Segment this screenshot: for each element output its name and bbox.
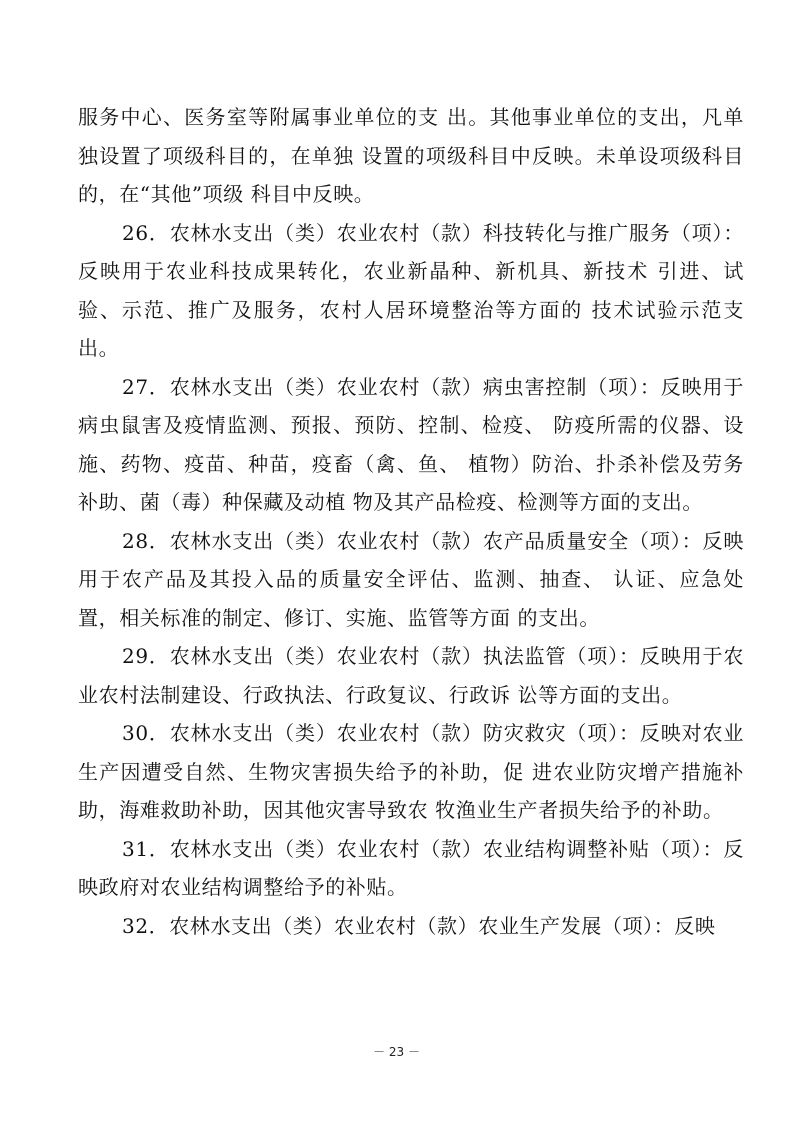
- paragraph-item-27: 27．农林水支出（类）农业农村（款）病虫害控制（项）：反映用于病虫鼠害及疫情监测、预报、预防、控制、检疫、 防疫所需的仪器、设施、药物、疫苗、种苗，疫畜（禽、鱼、 植物）防治、扑杀补偿及劳务补助、菌（毒）种保藏及动植 物及其产品检疫、检测等方面的支出。: [78, 374, 744, 514]
- document-body: [78, 98, 744, 945]
- paragraph-item-30: 30．农林水支出（类）农业农村（款）防灾救灾（项）：反映对农业生产因遭受自然、生物灾害损失给予的补助，促 进农业防灾增产措施补助，海难救助补助，因其他灾害导致农 牧渔业生产者损失给予的补助。: [78, 721, 744, 822]
- paragraph-item-28: 28．农林水支出（类）农业农村（款）农产品质量安全（项）：反映用于农产品及其投入品的质量安全评估、监测、抽查、 认证、应急处置，相关标准的制定、修订、实施、监管等方面 的支出。: [78, 528, 744, 630]
- paragraph-item-31: 31．农林水支出（类）农业农村（款）农业结构调整补贴（项）：反映政府对农业结构调整给予的补贴。: [78, 836, 744, 899]
- paragraph-item-26: 26．农林水支出（类）农业农村（款）科技转化与推广服务（项）：反映用于农业科技成果转化，农业新晶种、新机具、新技术 引进、试验、示范、推广及服务，农村人居环境整治等方面的 技术试验示范支出。: [78, 220, 744, 360]
- paragraph-item-29: 29．农林水支出（类）农业农村（款）执法监管（项）：反映用于农业农村法制建设、行政执法、行政复议、行政诉 讼等方面的支出。: [78, 644, 744, 707]
- page-number: － 23 －: [373, 1045, 420, 1059]
- paragraph-continuation: 服务中心、医务室等附属事业单位的支 出。其他事业单位的支出，凡单独设置了项级科目的，在单独 设置的项级科目中反映。未单设项级科目的，在“其他”项级 科目中反映。: [78, 105, 744, 206]
- paragraph-item-32: 32．农林水支出（类）农业农村（款）农业生产发展（项）：反映: [122, 913, 716, 938]
